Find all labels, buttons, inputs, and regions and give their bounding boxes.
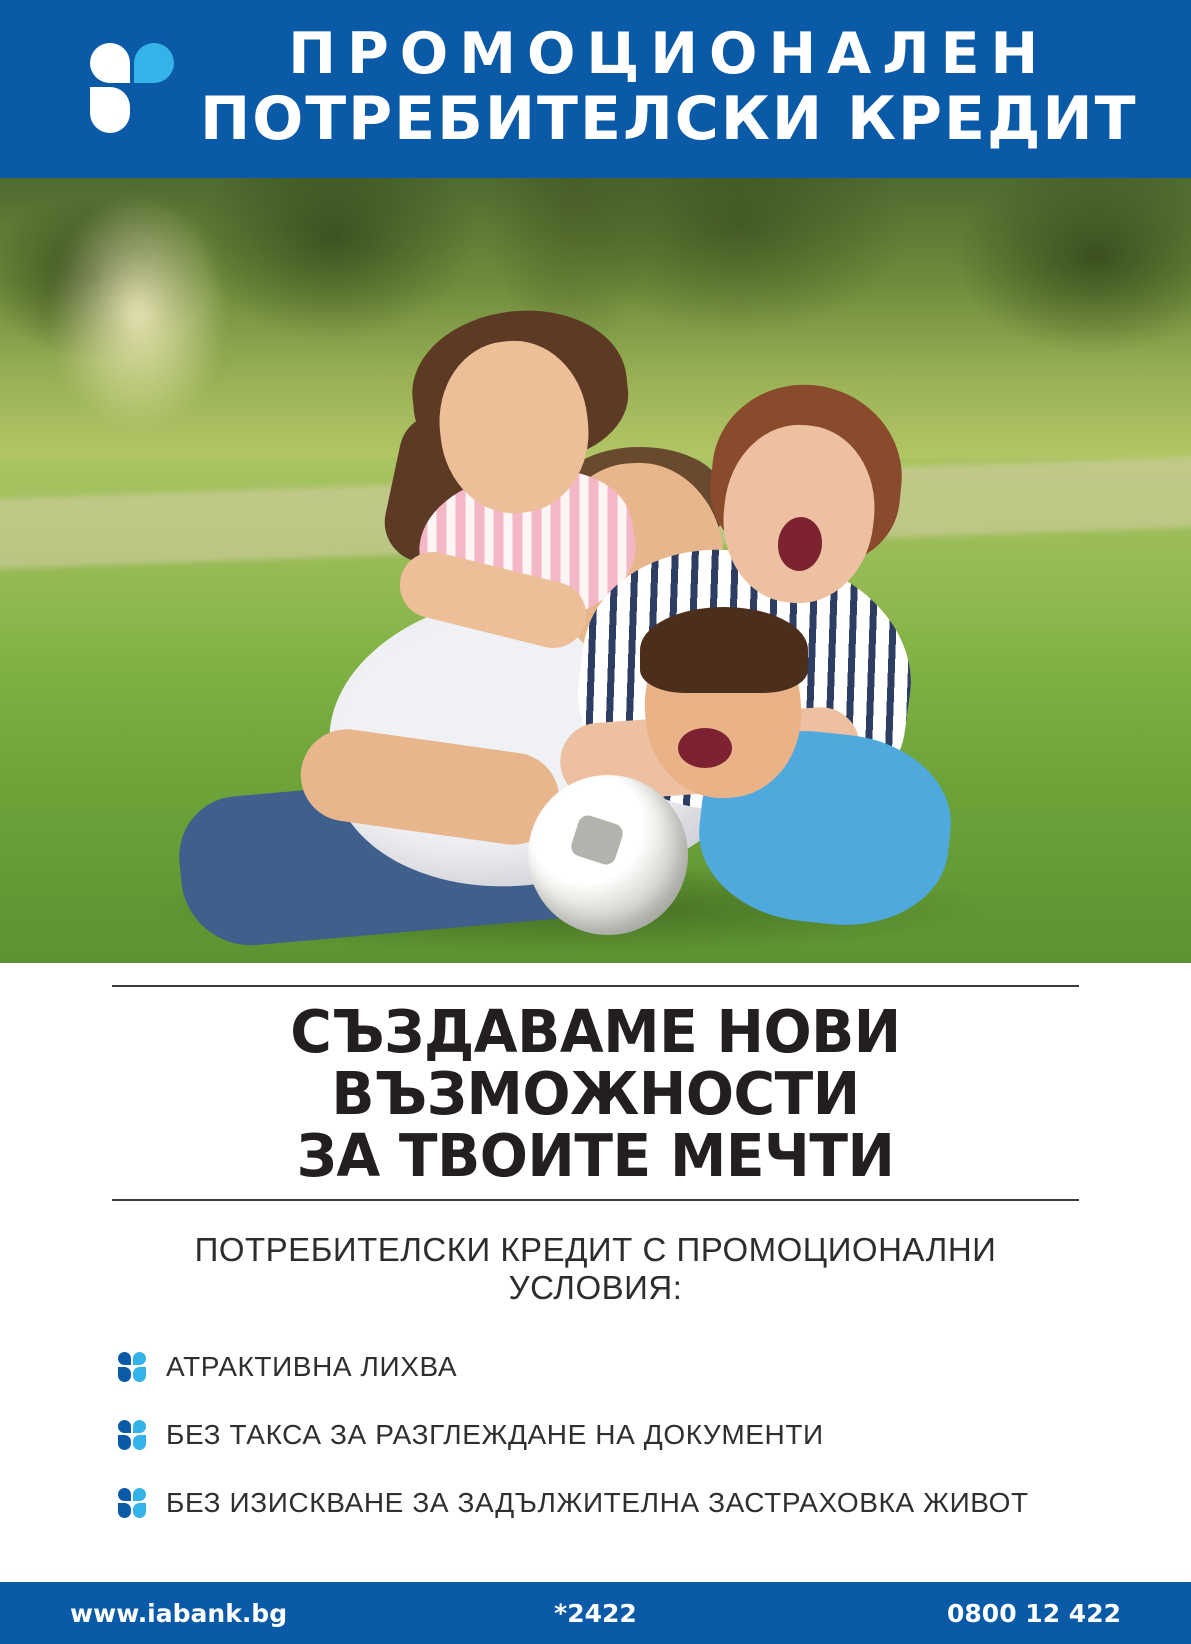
headline-line-1: СЪЗДАВАМЕ НОВИ ВЪЗМОЖНОСТИ bbox=[290, 997, 901, 1128]
header-title-line1: ПРОМОЦИОНАЛЕН bbox=[288, 21, 1050, 88]
photo-boy-mouth bbox=[678, 728, 732, 768]
poster-footer bbox=[0, 1582, 1191, 1644]
photo-family-group bbox=[0, 323, 1191, 963]
footer-short-number[interactable]: *2422 bbox=[554, 1598, 637, 1628]
page-title bbox=[131, 987, 1059, 1199]
benefit-label: АТРАКТИВНА ЛИХВА bbox=[166, 1350, 458, 1382]
headline-line-2: ЗА ТВОИТЕ МЕЧТИ bbox=[296, 1120, 895, 1190]
benefit-label: БЕЗ ТАКСА ЗА РАЗГЛЕЖДАНЕ НА ДОКУМЕНТИ bbox=[166, 1418, 824, 1450]
footer-phone[interactable]: 0800 12 422 bbox=[947, 1598, 1121, 1628]
photo-boy-hair bbox=[640, 607, 808, 693]
poster-content bbox=[0, 963, 1191, 1582]
ibank-bullet-icon bbox=[118, 1352, 148, 1382]
ibank-logo-icon bbox=[86, 41, 182, 137]
list-item bbox=[112, 1333, 1079, 1401]
poster-header bbox=[0, 0, 1191, 178]
hero-photo bbox=[0, 178, 1191, 963]
footer-website[interactable]: www.iabank.bg bbox=[70, 1598, 288, 1628]
header-title-block bbox=[200, 21, 1178, 155]
list-item bbox=[112, 1401, 1079, 1469]
ibank-bullet-icon bbox=[118, 1488, 148, 1518]
benefit-label: БЕЗ ИЗИСКВАНЕ ЗА ЗАДЪЛЖИТЕЛНА ЗАСТРАХОВКА ЖИВОТ bbox=[166, 1486, 1029, 1518]
header-title-line2: ПОТРЕБИТЕЛСКИ КРЕДИТ bbox=[200, 84, 1138, 155]
photo-soccer-ball bbox=[528, 775, 688, 935]
benefits-list bbox=[112, 1333, 1079, 1537]
subheadline: ПОТРЕБИТЕЛСКИ КРЕДИТ С ПРОМОЦИОНАЛНИ УСЛОВИЯ: bbox=[194, 1230, 997, 1306]
ibank-bullet-icon bbox=[118, 1420, 148, 1450]
list-item bbox=[112, 1469, 1079, 1537]
